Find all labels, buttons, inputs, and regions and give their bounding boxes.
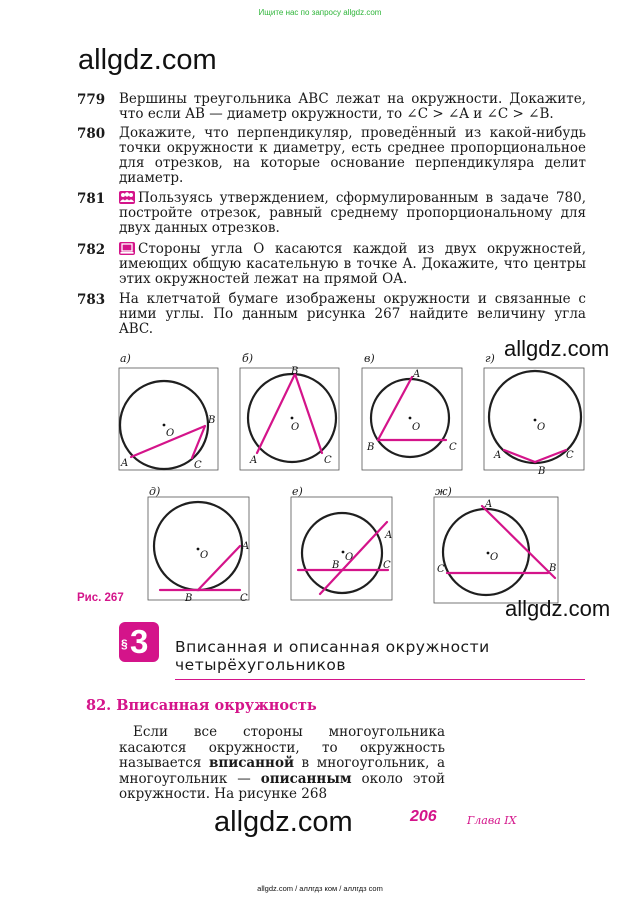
watermark: allgdz.com xyxy=(214,806,353,838)
figure-caption: Рис. 267 xyxy=(77,592,124,604)
figure-label: д) xyxy=(149,485,161,498)
point-label: C xyxy=(566,450,574,461)
point-label: B xyxy=(208,415,216,426)
point-label: B xyxy=(332,560,340,571)
body-paragraph xyxy=(119,725,445,803)
section-symbol: § xyxy=(121,637,128,651)
header-link[interactable]: Ищите нас по запросу allgdz.com xyxy=(258,8,382,17)
watermark: allgdz.com xyxy=(505,596,611,621)
point-label: B xyxy=(291,366,299,377)
figure-label: е) xyxy=(292,485,303,498)
figure-label: г) xyxy=(485,352,495,365)
point-label: C xyxy=(449,442,457,453)
term-circumscribed: описанным xyxy=(260,770,352,787)
point-label: A xyxy=(242,541,250,552)
figure-label: в) xyxy=(364,352,375,365)
point-label: C xyxy=(324,455,332,466)
figure-e xyxy=(148,497,249,604)
point-label: C xyxy=(437,564,445,575)
point-label: A xyxy=(250,455,258,466)
chapter-label: Глава IX xyxy=(467,814,517,827)
problem-text: Докажите, что перпендикуляр, проведённый из какой-нибудь точки окружности к диаметру, есть среднее пропорциональное для отрезков, на которые основание перпендикуляра делит диаметр. xyxy=(119,125,586,186)
problem-text: На клетчатой бумаге изображены окружности и связанные с ними углы. По данным рисунка 267 найдите величину угла ABC. xyxy=(119,291,586,337)
problem-number: 782 xyxy=(77,242,106,258)
problem-number: 779 xyxy=(77,92,106,108)
section-badge xyxy=(119,622,159,662)
figure-g xyxy=(434,497,558,603)
point-label: O xyxy=(291,422,300,433)
section-title-line: четырёхугольников xyxy=(175,656,347,674)
footer-links[interactable]: allgdz.com / аллгдз ком / аллгдз com xyxy=(257,884,383,893)
watermark: allgdz.com xyxy=(78,44,217,76)
subsection-name: Вписанная окружность xyxy=(116,697,317,714)
figure-c xyxy=(362,368,462,470)
point-label: C xyxy=(194,460,202,471)
point-label: A xyxy=(385,530,393,541)
figure-b xyxy=(240,366,339,470)
point-label: O xyxy=(537,422,546,433)
point-label: A xyxy=(121,458,129,469)
point-label: C xyxy=(383,560,391,571)
page-number: 206 xyxy=(410,808,437,825)
section-number: 3 xyxy=(130,623,149,660)
section-title xyxy=(175,638,490,674)
figure-label: а) xyxy=(120,352,131,365)
problem-text: Пользуясь утверждением, сформулированным в задаче 780, постройте отрезок, равный среднему пропорциональному для двух данных отрезков. xyxy=(119,190,586,236)
point-label: B xyxy=(185,593,193,604)
point-label: B xyxy=(367,442,375,453)
point-label: O xyxy=(412,422,421,433)
subsection-number: 82. xyxy=(86,697,112,714)
point-label: A xyxy=(413,369,421,380)
figure-f xyxy=(291,497,392,600)
point-label: B xyxy=(538,466,546,477)
body-text: Если все стороны многоугольника касаются окружности, то окружность называется xyxy=(119,724,445,771)
figure-a xyxy=(119,368,218,471)
point-label: B xyxy=(549,563,557,574)
watermark: allgdz.com xyxy=(504,336,610,361)
term-inscribed: вписанной xyxy=(208,755,294,771)
subsection-title xyxy=(86,697,317,714)
body-text: в многоугольник, а многоугольник — xyxy=(119,755,445,787)
figure-label: ж) xyxy=(435,485,452,498)
problem-text: Стороны угла O касаются каждой из двух окружностей, имеющих общую касательную в точке A. Докажите, что центры этих окружностей лежат на прямой OA. xyxy=(119,241,586,287)
section-title-line: Вписанная и описанная окружности xyxy=(175,638,490,656)
body-text: около этой окружности. На рисунке 268 xyxy=(119,770,445,802)
problem-number: 781 xyxy=(77,191,106,207)
problem-number: 780 xyxy=(77,126,106,142)
point-label: O xyxy=(345,552,354,563)
problem-text: Вершины треугольника ABC лежат на окружности. Докажите, что если AB — диаметр окружности, то ∠C > ∠A и ∠C > ∠B. xyxy=(119,91,586,122)
point-label: A xyxy=(485,499,493,510)
point-label: O xyxy=(166,428,175,439)
point-label: C xyxy=(240,593,248,604)
problem-number: 783 xyxy=(77,292,106,308)
figure-label: б) xyxy=(242,352,254,365)
section-underline xyxy=(175,679,585,680)
point-label: A xyxy=(494,450,502,461)
point-label: O xyxy=(490,552,499,563)
point-label: O xyxy=(200,550,209,561)
figure-d xyxy=(484,368,584,477)
